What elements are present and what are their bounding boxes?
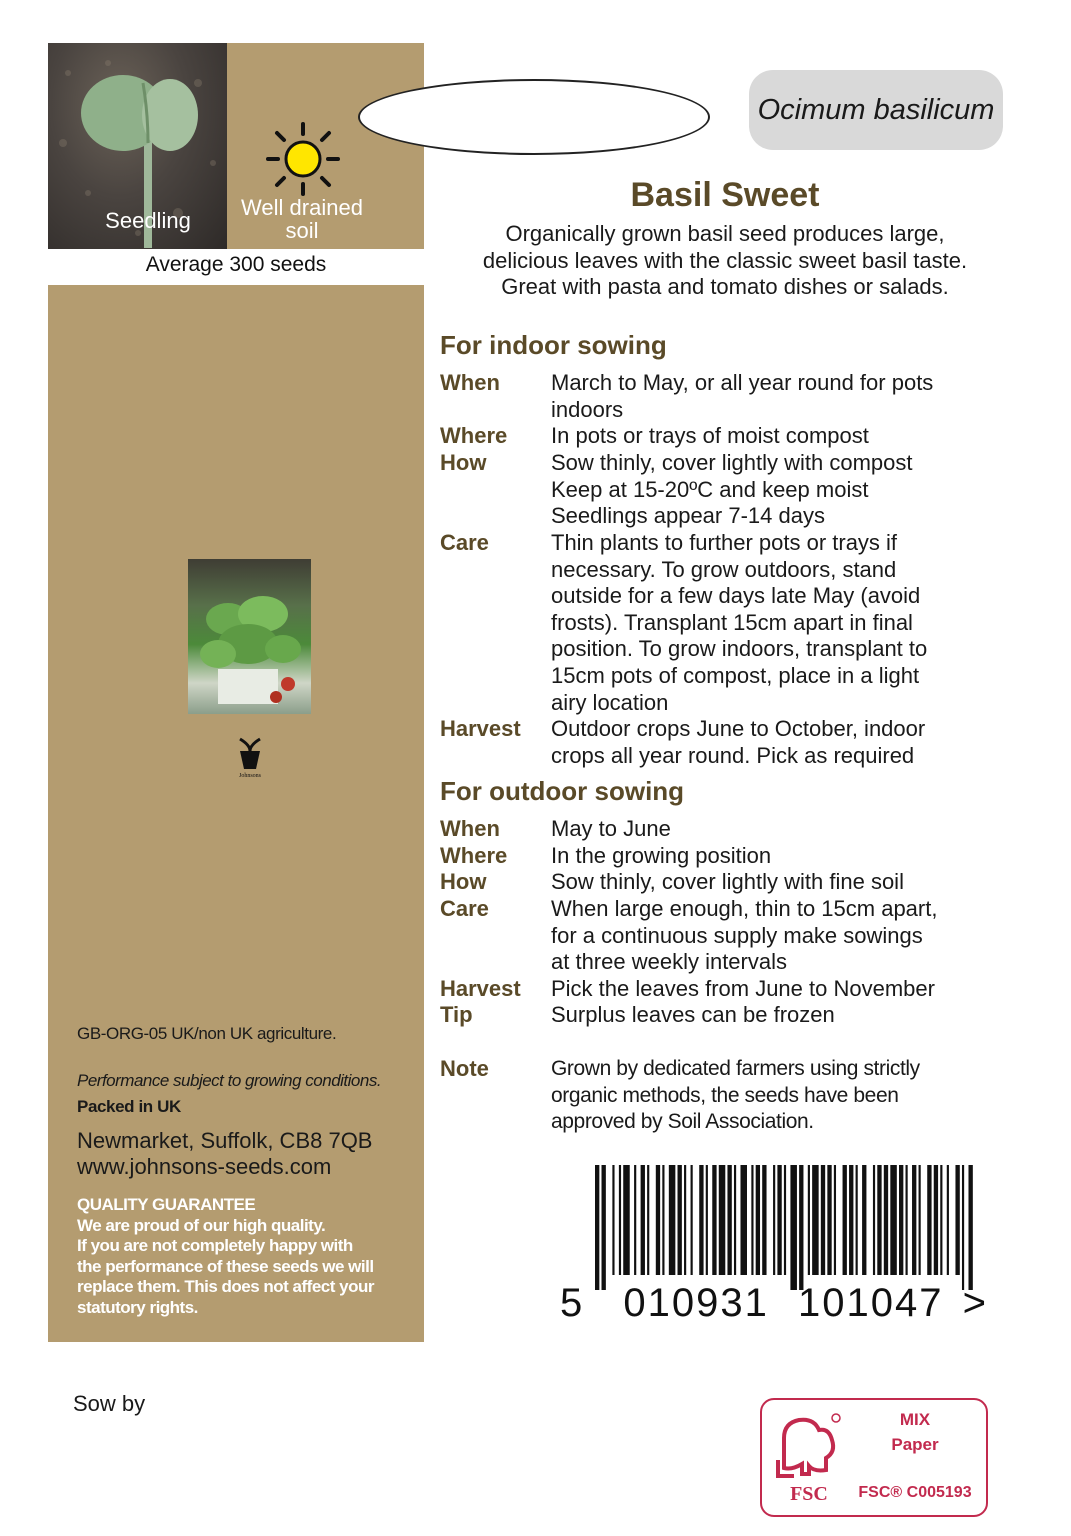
barcode-bar [890,1165,897,1275]
row-key: Tip [440,1002,473,1027]
barcode-bar [934,1165,938,1275]
barcode-digits-left: 010931 [623,1281,769,1325]
barcode-bar [834,1165,836,1275]
row-value [551,450,1020,530]
row-key: Where [440,843,508,868]
indoor-row-when [440,370,1020,423]
value-line: airy location [551,689,669,715]
value-line: In pots or trays of moist compost [551,423,869,448]
value-line: indoors [551,396,624,422]
description-line: Organically grown basil seed produces large, [505,221,945,246]
barcode-arrow: > [962,1281,988,1325]
product-title: Basil Sweet [630,176,820,214]
indoor-row-where [440,423,1020,450]
address-line1: Newmarket, Suffolk, CB8 7QB [77,1128,373,1153]
row-value [551,370,1020,423]
barcode-bar [595,1165,599,1290]
row-value [551,1002,1020,1029]
value-line: position. To grow indoors, transplant to [551,636,928,662]
value-line: Seedlings appear 7-14 days [551,503,825,529]
barcode-bar [706,1165,708,1275]
barcode-bar [641,1165,645,1275]
row-key: Care [440,896,489,921]
value-line: crops all year round. Pick as required [551,742,915,768]
outdoor-heading: For outdoor sowing [440,776,685,806]
note-line: Grown by dedicated farmers using strictly [551,1057,920,1080]
row-value [551,976,1020,1003]
barcode [595,1165,975,1290]
barcode-bar [678,1165,682,1275]
barcode-bar [899,1165,903,1275]
barcode-bar [777,1165,781,1275]
organic-code: GB-ORG-05 UK/non UK agriculture. [77,1024,337,1043]
product-description [440,221,1010,301]
indoor-row-how [440,450,1020,530]
value-line: Outdoor crops June to October, indoor [551,716,926,741]
row-value [551,869,1020,896]
value-line: March to May, or all year round for pots [551,370,934,395]
fsc-mix: MIX [899,1410,931,1429]
value-line: In the growing position [551,843,772,868]
fsc-code: FSC® C005193 [858,1484,972,1501]
barcode-bar [856,1165,858,1275]
value-line: at three weekly intervals [551,949,787,975]
barcode-bar [968,1165,972,1290]
barcode-bar [843,1165,847,1275]
guarantee-title: QUALITY GUARANTEE [77,1195,256,1214]
barcode-bar [799,1165,803,1290]
outdoor-row-when [440,816,1020,843]
packed-in: Packed in UK [77,1097,181,1116]
outdoor-row-harvest [440,976,1020,1003]
barcode-bar [602,1165,606,1290]
barcode-bar [691,1165,693,1275]
fsc-paper: Paper [891,1435,939,1454]
guarantee-line: the performance of these seeds we will [77,1256,374,1276]
barcode-bar [740,1165,747,1275]
website[interactable]: www.johnsons-seeds.com [77,1154,332,1179]
value-line: Pick the leaves from June to November [551,976,935,1001]
row-key: Where [440,423,508,448]
barcode-bar [684,1165,686,1275]
barcode-bar [927,1165,931,1275]
barcode-bar [947,1165,949,1275]
barcode-bar [827,1165,831,1275]
value-line: 15cm pots of compost, place in a light [551,662,920,688]
barcode-bar [699,1165,703,1275]
guarantee-line: We are proud of our high quality. [77,1215,326,1235]
row-value [551,716,1020,769]
basil-photo [188,559,311,714]
indoor-row-harvest [440,716,1020,769]
barcode-bar [962,1165,964,1290]
barcode-bar [955,1165,959,1275]
barcode-bar [912,1165,916,1275]
outdoor-row-care [440,896,1020,976]
row-value [551,896,1020,976]
barcode-bar [877,1165,881,1275]
barcode-bar [784,1165,786,1275]
basil-illustration [188,559,311,714]
seedling-label: Seedling [105,208,191,233]
barcode-bar [656,1165,660,1275]
svg-text:FSC: FSC [790,1483,828,1505]
row-key: Harvest [440,716,521,741]
value-line: May to June [551,816,671,841]
barcode-bar [647,1165,649,1275]
value-line: frosts). Transplant 15cm apart in final [551,609,913,635]
hang-hole [358,79,710,155]
barcode-digit-lead: 5 [560,1281,585,1325]
value-line: Thin plants to further pots or trays if [551,530,898,555]
barcode-digits-right: 101047 [797,1281,944,1325]
fsc-label [760,1398,988,1517]
description-line: Great with pasta and tomato dishes or salads. [501,274,949,299]
barcode-bar [919,1165,921,1275]
note-line: approved by Soil Association. [551,1110,814,1133]
value-line: outside for a few days late May (avoid [551,583,921,609]
row-key: When [440,816,500,841]
barcode-number [560,1281,1000,1326]
sun-icon [265,121,341,197]
seed-count: Average 300 seeds [145,253,327,276]
barcode-bar [862,1165,866,1275]
value-line: Keep at 15-20ºC and keep moist [551,476,869,502]
guarantee-line: statutory rights. [77,1297,198,1317]
fsc-tree-icon [774,1408,844,1508]
note-row [440,1056,1020,1136]
row-key: When [440,370,500,395]
barcode-bar [873,1165,875,1275]
guarantee-line: replace them. This does not affect your [77,1277,374,1296]
sun-tile [227,43,424,249]
indoor-heading: For indoor sowing [440,330,667,360]
soil-label-line1: Well drained [241,195,363,220]
description-line: delicious leaves with the classic sweet basil taste. [482,247,968,273]
barcode-bar [812,1165,819,1275]
value-line: When large enough, thin to 15cm apart, [551,896,938,921]
guarantee-line: If you are not completely happy with [77,1236,353,1255]
barcode-bar [756,1165,760,1275]
soil-label-line2: soil [285,218,319,243]
note-line: organic methods, the seeds have been [551,1083,899,1107]
barcode-bar [751,1165,753,1275]
row-key: Harvest [440,976,521,1001]
row-key: Care [440,530,489,555]
barcode-bar [669,1165,676,1275]
quality-guarantee [77,1195,374,1318]
indoor-row-care [440,530,1020,716]
performance-note: Performance subject to growing conditions. [77,1071,382,1090]
barcode-bar [821,1165,825,1275]
barcode-bar [849,1165,853,1275]
barcode-bar [773,1165,775,1275]
value-line: Sow thinly, cover lightly with fine soil [551,869,904,894]
barcode-bar [734,1165,736,1275]
barcode-bar [790,1165,797,1290]
svg-text:Johnsons: Johnsons [238,773,262,779]
barcode-bar [884,1165,888,1275]
note-key: Note [440,1056,489,1081]
barcode-bar [906,1165,908,1275]
barcode-bar [808,1165,810,1275]
outdoor-row-how [440,869,1020,896]
barcode-bar [612,1165,614,1275]
row-value [551,423,1020,450]
barcode-bar [619,1165,621,1275]
row-key: How [440,869,487,894]
barcode-bar [623,1165,630,1275]
barcode-bar [762,1165,766,1275]
row-value [551,816,1020,843]
row-value [551,843,1020,870]
johnsons-logo-icon [232,735,268,779]
value-line: for a continuous supply make sowings [551,922,923,948]
barcode-bar [634,1165,636,1275]
latin-name: Ocimum basilicum [757,94,995,126]
row-value [551,530,1020,716]
barcode-bar [727,1165,731,1275]
note-value [551,1056,1020,1136]
outdoor-row-where [440,843,1020,870]
outdoor-row-tip [440,1002,1020,1029]
barcode-bar [712,1165,716,1275]
row-key: How [440,450,487,475]
sow-by-label: Sow by [73,1391,146,1416]
barcode-bar [940,1165,942,1275]
value-line: necessary. To grow outdoors, stand [551,556,897,582]
barcode-bar [662,1165,664,1275]
value-line: Sow thinly, cover lightly with compost [551,450,913,475]
barcode-bar [719,1165,726,1275]
value-line: Surplus leaves can be frozen [551,1002,835,1027]
